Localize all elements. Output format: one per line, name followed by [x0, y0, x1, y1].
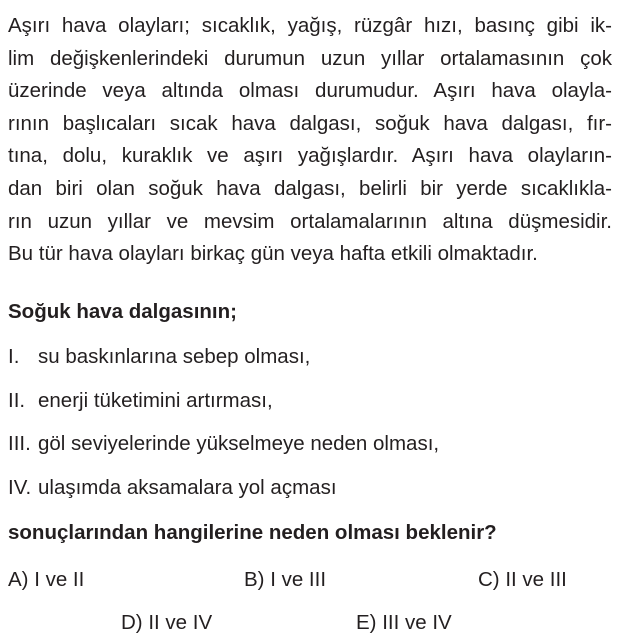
statement-4	[8, 474, 439, 518]
question-stem: Soğuk hava dalgasının;	[8, 300, 237, 323]
statement-4-text: ulaşımda aksamalara yol açması	[38, 475, 337, 499]
statement-1	[8, 343, 439, 387]
statement-3-numeral: III.	[8, 432, 31, 455]
statement-1-numeral: I.	[8, 345, 20, 368]
choice-e[interactable]: E) III ve IV	[356, 611, 452, 634]
choice-a[interactable]: A) I ve II	[8, 568, 85, 591]
choice-b[interactable]: B) I ve III	[244, 568, 327, 591]
passage-line-5: tına, dolu, kuraklık ve aşırı yağışlardır. Aşırı hava olayların-	[8, 144, 612, 168]
statement-list	[8, 343, 439, 517]
passage	[8, 10, 612, 271]
passage-line-1: Aşırı hava olayları; sıcaklık, yağış, rüzgâr hızı, basınç gibi ik-	[8, 14, 612, 37]
statement-2-numeral: II.	[8, 388, 26, 412]
passage-line-6: dan biri olan soğuk hava dalgası, belirli bir yerde sıcaklıkla-	[8, 176, 612, 200]
passage-line-8: Bu tür hava olayları birkaç gün veya hafta etkili olmaktadır.	[8, 242, 538, 266]
statement-1-text: su baskınlarına sebep olması,	[38, 345, 311, 368]
passage-line-3: üzerinde veya altında olması durumudur. Aşırı hava olayla-	[8, 79, 612, 103]
statement-3-text: göl seviyelerinde yükselmeye neden olması,	[38, 432, 440, 455]
passage-line-2: lim değişkenlerindeki durumun uzun yıllar ortalamasının çok	[8, 46, 612, 70]
choice-c[interactable]: C) II ve III	[478, 568, 567, 591]
statement-2-text: enerji tüketimini artırması,	[38, 388, 273, 412]
passage-line-7: rın uzun yıllar ve mevsim ortalamalarının altına düşmesidir.	[8, 209, 612, 233]
choice-d[interactable]: D) II ve IV	[121, 611, 213, 634]
passage-line-4: rının başlıcaları sıcak hava dalgası, soğuk hava dalgası, fır-	[8, 111, 612, 135]
statement-4-numeral: IV.	[8, 475, 32, 499]
statement-2	[8, 387, 439, 431]
question-ask: sonuçlarından hangilerine neden olması beklenir?	[8, 521, 497, 544]
statement-3	[8, 430, 439, 474]
